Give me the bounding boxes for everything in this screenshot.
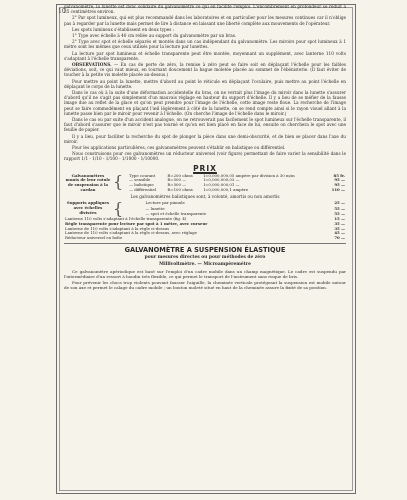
- intro-paragraph: 1° Type avec échelle à 40 cm reliée au support du galvanomètre par un bras.: [72, 33, 237, 39]
- extra-price: 35 —: [334, 221, 345, 227]
- section2-paragraph: Pour prévenir les chocs trop violents pouvant fausser l'aiguille, la cheminée verticale protégeant la suspension est mobile autour de son axe et permet le calage du cadre mobile ; un bouton moleté situé en haut de la cheminée assure la fixité de sa position.: [64, 280, 346, 291]
- support-price: 55 —: [334, 211, 345, 217]
- observations-paragraph: Dans le cas où à la suite d'une déformation accidentelle du bras, on ne verrait plus l'image du miroir dans la lunette s'assurer d'abord qu'il ne s'agit pas simplement d'un mauvais réglage en hauteur du support d'échelle. Il y a lieu de se méfier de la fausse image due au reflet de la glace et qu'on peut prendre pour l'image de l'échelle, cette image reste floue. La recherche de l'image peut se faire commodément en plaçant l'œil légèrement à côté de la lunette, on se rend compte ainsi si le rayon visuel allant à la lunette passe bien par le miroir pour revenir à l'échelle. (On cherche l'image de l'échelle dans le miroir.): [64, 90, 346, 116]
- note-levels: Les galvanomètres balistiques sont, à volonté, amortis ou non amortis: [130, 194, 280, 200]
- observations-title: OBSERVATIONS.: [72, 62, 112, 68]
- price-value: 95 —: [334, 182, 345, 188]
- price-resistance: R=500 —: [167, 182, 187, 188]
- price-current: I=0,000,000,01 —: [203, 182, 240, 188]
- price-current: I=0,000,000,03 —: [203, 177, 240, 183]
- price-value: 85 fr.: [333, 172, 345, 178]
- intro-paragraph: La lecture par spot lumineux et échelle transparente peut être montée, moyennant un supplément, avec lanterne 110 volts s'adaptant à l'échelle transparente.: [64, 50, 346, 61]
- support-text: Lecture par pinnule: [145, 200, 185, 206]
- extra-text: Lanterne de 110 volts s'adaptant à la règle ci-dessus: [65, 225, 170, 231]
- extra-text: Lanterne de 110 volts s'adaptant à la règle ci-dessus, avec réglage: [65, 230, 197, 236]
- support-text: — spot et échelle transparente: [145, 211, 207, 217]
- extras-table: [64, 217, 346, 240]
- extra-price: 15 —: [334, 216, 345, 222]
- construction-paragraph: Nous construisons pour ces galvanomètres un réducteur universel (voir figure) permettant de faire varier la sensibilité dans le rapport 1/1 - 1/10 - 1/100 - 1/1000 - 1/10000.: [64, 151, 346, 162]
- price-current: I=0,000,000,1 ampère: [203, 186, 249, 192]
- section2-subtitle: Millivoltmètre. — Microampèremètre: [159, 261, 251, 267]
- page-number: 10: [58, 8, 66, 15]
- price-type: — sensible: [129, 177, 151, 183]
- supports-table: [64, 201, 346, 217]
- prix-heading: PRIX: [193, 163, 217, 173]
- section2-paragraph: Ce galvanomètre apériodique est basé sur l'emploi d'un cadre mobile dans un champ magnétique. Le cadre est suspendu par l'intermédiaire d'un ressort à boudin très flexible, ce qui permet le transport de l'instrument sans risque de bris.: [64, 269, 346, 280]
- price-current: I=0,000,000,05 ampère par division à 30 m/m: [203, 172, 295, 178]
- extra-price: 45 —: [334, 230, 345, 236]
- intro-paragraph: 2° Type avec spot et échelle séparés et montés dans un cas indépendant du galvanomètre. Les miroirs pour spot lumineux à 1 mètre sont les mêmes que ceux utilisés pour la lecture par lunettes.: [64, 39, 346, 50]
- extra-text: Lanterne 110 volts s'adaptant à l'échelle transparente (fig. 4): [65, 216, 187, 222]
- observations-paragraph: Pour mettre au point la lunette, mettre d'abord au point le réticule en déplaçant l'oculaire, puis mettre au point l'échelle en déplaçant le corps de la lunette.: [64, 78, 346, 89]
- observations-paragraph: Dans le cas ou par suite d'un accident analogue, on ne retrouverait pas facilement le spot lumineux sur l'échelle transparente, il faut d'abord s'assurer que le miroir n'est pas tourné et qu'on est bien placé en face de lui, ensuite on cherchera le spot avec une feuille de papier.: [64, 117, 346, 133]
- divider: [64, 243, 346, 244]
- observations-paragraph: OBSERVATIONS. — En cas de perte de zéro, la remise à zéro peut se faire soit en déplaçant l'échelle pour les faibles déviations, soit, ce qui vaut mieux, en tournant doucement la bague moletée placée au sommet de l'ébénisterie. (Il faut éviter de toucher à la petite vis molette placée au-dessus.): [64, 62, 346, 78]
- extra-text: Règle transparente pour lecture par spot à 1 mètre, avec curseur: [65, 221, 208, 227]
- intro-paragraph: 2° Par spot lumineux, qui est plus recommandé dans les laboratoires et en particulier pour les mesures continues car il n'oblige pas à regarder par la lunette mais permet de lire à distance en laissant une liberté complète aux mouvements de l'opérateur.: [64, 15, 346, 26]
- price-resistance: R=200 ohms: [167, 172, 193, 178]
- price-resistance: R=500 —: [167, 177, 187, 183]
- price-table: [64, 171, 346, 192]
- support-price: 25 —: [334, 200, 345, 206]
- supports-label: Supports appliques avec échelles divisées: [66, 200, 110, 215]
- price-type: Type courant: [129, 172, 156, 178]
- intro-paragraph: Les spots lumineux s'établissent en deux types :: [72, 26, 175, 32]
- price-resistance: R=100 ohms: [167, 186, 193, 192]
- extra-text: Réducteur universel en boîte: [65, 234, 123, 240]
- price-value: 95 —: [334, 177, 345, 183]
- observations-paragraph: Pour les applications particulières, ces galvanomètres peuvent s'établir en balistique ou différentiel.: [72, 145, 286, 151]
- extra-price: 70 —: [334, 234, 345, 240]
- price-value: 110 —: [331, 186, 345, 192]
- intro-paragraph: galvanomètre, la lunette est donc solidaire du galvanomètre ce qui en facilite l'emploi. L'encombrement en profondeur se réduit à 35 centimètres environ.: [64, 4, 346, 15]
- brace-icon: {: [113, 199, 124, 219]
- section2-title: GALVANOMÈTRE A SUSPENSION ÉLASTIQUE: [124, 246, 286, 255]
- table-row: [64, 236, 346, 241]
- price-type: — balistique: [129, 182, 154, 188]
- extra-price: 35 —: [334, 225, 345, 231]
- observations-paragraph: Il y a lieu, pour faciliter la recherche du spot de plonger la pièce dans une demi-obscurité, et de bien se placer dans l'axe du miroir.: [64, 133, 346, 144]
- support-text: — lunette: [145, 205, 165, 211]
- brace-icon: {: [113, 171, 124, 191]
- page-content: [64, 4, 346, 291]
- section2-subtitle: pour mesures directes ou pour méthodes de zéro: [144, 254, 266, 260]
- group-label: Galvanomètres munis de leur rotule de suspension à la cardan: [65, 172, 111, 192]
- price-type: — différentiel: [129, 186, 157, 192]
- support-price: 55 —: [334, 205, 345, 211]
